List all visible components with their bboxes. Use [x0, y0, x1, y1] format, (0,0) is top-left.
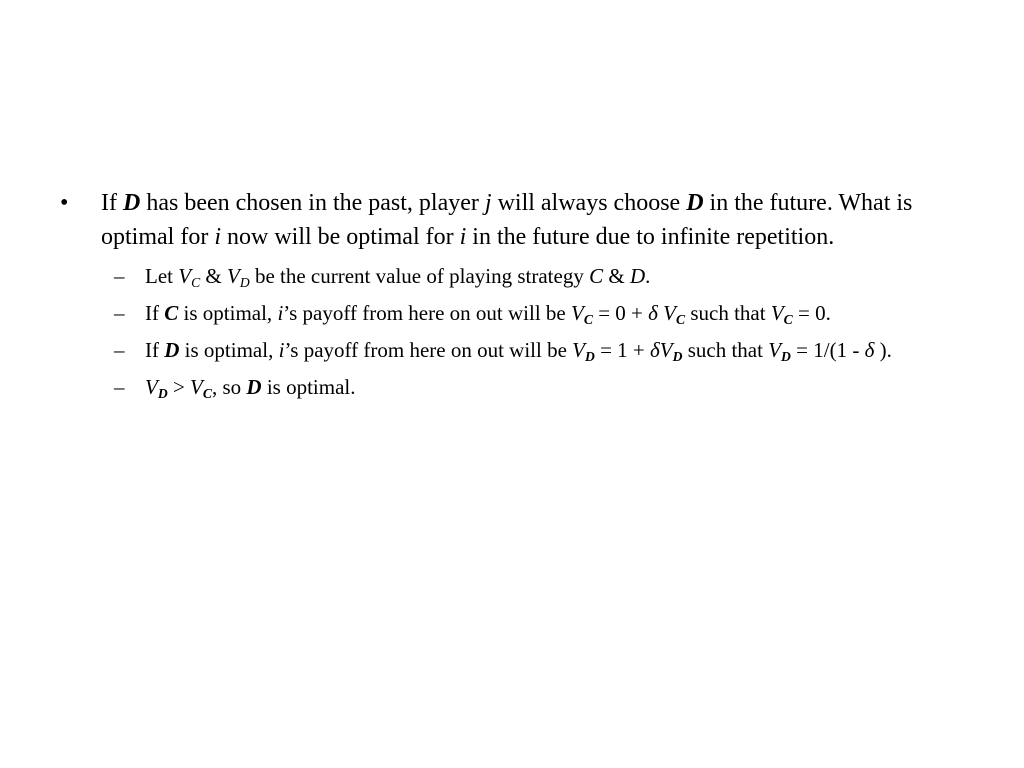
sub-bullet-text: $V_D > V_C$, so D is optimal. — [145, 375, 356, 401]
bullet-list — [60, 186, 970, 409]
sub-bullet-text: If D is optimal, i’s payoff from here on out will be $V_D = 1 + \delta V_D$ such that $V_D = 1/(1 - \delta$ ). — [145, 338, 892, 364]
bullet-text: If D has been chosen in the past, player j will always choose D in the future. What is optimal for i now will be optimal for i in the future due to infinite repetition. — [101, 190, 913, 250]
sub-bullet-text: If C is optimal, i’s payoff from here on out will be $V_C = 0 + \delta$ $V_C$ such that $V_C = 0$. — [145, 301, 831, 327]
sub-bullet-list — [60, 261, 970, 403]
bullet-item — [60, 186, 970, 254]
sub-bullet-item — [114, 372, 970, 403]
bullet-marker: • — [60, 190, 69, 216]
sub-bullet-item — [114, 335, 970, 366]
sub-bullet-marker: – — [114, 301, 125, 325]
sub-bullet-text: Let $V_C$ & $V_D$ be the current value of playing strategy C & D. — [145, 264, 651, 290]
sub-bullet-item — [114, 261, 970, 292]
sub-bullet-marker: – — [114, 375, 125, 399]
sub-bullet-marker: – — [114, 338, 125, 362]
sub-bullet-item — [114, 298, 970, 329]
sub-bullet-marker: – — [114, 264, 125, 288]
